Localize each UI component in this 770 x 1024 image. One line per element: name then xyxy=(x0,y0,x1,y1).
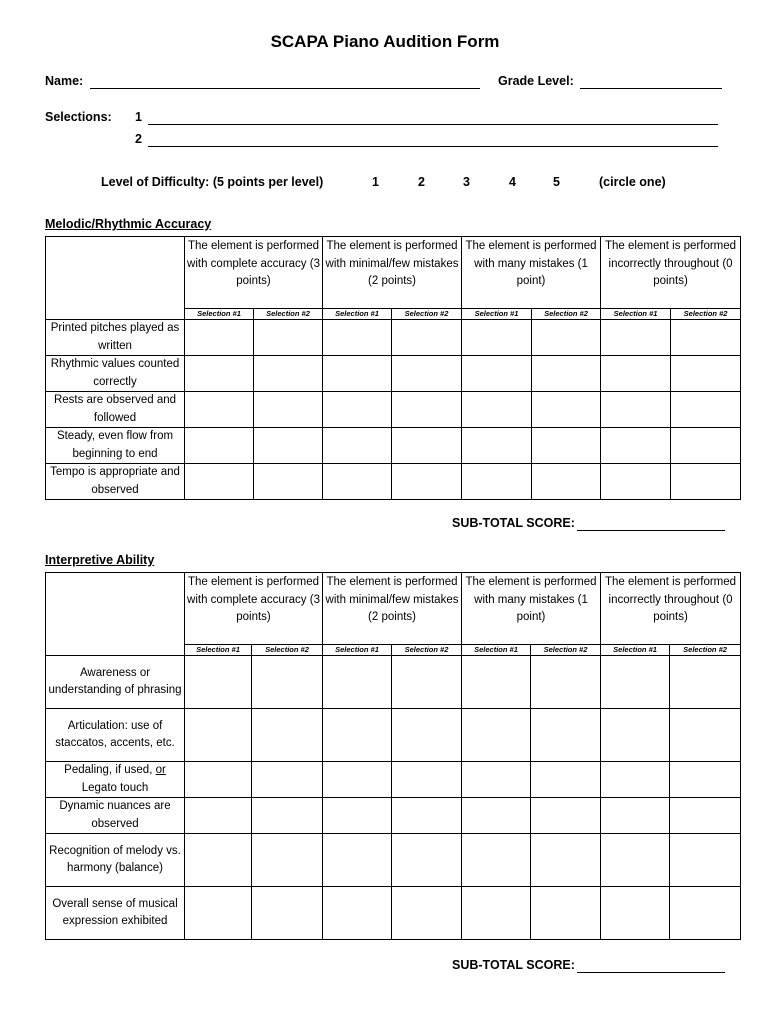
score-cell[interactable] xyxy=(532,428,601,464)
score-cell[interactable] xyxy=(601,887,670,940)
score-cell[interactable] xyxy=(185,392,254,428)
subtotal-field-2[interactable] xyxy=(577,960,725,973)
table-row xyxy=(46,798,741,834)
grade-level-field[interactable] xyxy=(580,76,722,89)
selection-1-number: 1 xyxy=(135,110,142,124)
score-cell[interactable] xyxy=(185,709,252,762)
score-cell[interactable] xyxy=(254,356,323,392)
score-cell[interactable] xyxy=(531,834,601,887)
section-title-melodic-rhythmic: Melodic/Rhythmic Accuracy xyxy=(45,217,212,231)
difficulty-option-3[interactable]: 3 xyxy=(463,175,470,189)
level-header-3-points: The element is performed with complete accuracy (3 points) xyxy=(185,237,323,309)
score-cell[interactable] xyxy=(531,887,601,940)
score-cell[interactable] xyxy=(323,464,392,500)
score-cell[interactable] xyxy=(252,656,323,709)
score-cell[interactable] xyxy=(532,392,601,428)
score-cell[interactable] xyxy=(323,392,392,428)
criterion-label: Overall sense of musical expression exhibited xyxy=(46,887,185,940)
criteria-header-blank xyxy=(46,237,185,320)
score-cell[interactable] xyxy=(392,656,462,709)
score-cell[interactable] xyxy=(601,464,671,500)
score-cell[interactable] xyxy=(670,887,741,940)
score-cell[interactable] xyxy=(252,834,323,887)
score-cell[interactable] xyxy=(323,356,392,392)
criterion-label: Tempo is appropriate and observed xyxy=(46,464,185,500)
selection-2-column-label: Selection #2 xyxy=(532,309,601,320)
score-cell[interactable] xyxy=(601,392,671,428)
criteria-header-blank xyxy=(46,573,185,656)
criterion-label: Rhythmic values counted correctly xyxy=(46,356,185,392)
criterion-label: Awareness or understanding of phrasing xyxy=(46,656,185,709)
selection-1-field[interactable] xyxy=(148,112,718,125)
score-cell[interactable] xyxy=(392,392,462,428)
score-cell[interactable] xyxy=(670,762,741,798)
section-title-interpretive-ability: Interpretive Ability xyxy=(45,553,155,567)
name-label: Name: xyxy=(45,74,84,88)
score-cell[interactable] xyxy=(185,320,254,356)
criterion-label: Recognition of melody vs. harmony (balance) xyxy=(46,834,185,887)
score-cell[interactable] xyxy=(532,356,601,392)
score-cell[interactable] xyxy=(185,887,252,940)
score-cell[interactable] xyxy=(392,709,462,762)
score-cell[interactable] xyxy=(462,887,531,940)
difficulty-label: Level of Difficulty: (5 points per level) xyxy=(101,175,324,189)
table-row xyxy=(46,709,741,762)
score-cell[interactable] xyxy=(392,320,462,356)
criterion-label: Printed pitches played as written xyxy=(46,320,185,356)
score-cell[interactable] xyxy=(462,464,532,500)
score-cell[interactable] xyxy=(670,709,741,762)
table-row xyxy=(46,356,741,392)
score-cell[interactable] xyxy=(323,887,392,940)
score-cell[interactable] xyxy=(462,709,531,762)
circle-one-note: (circle one) xyxy=(599,175,666,189)
selection-2-column-label: Selection #2 xyxy=(531,645,601,656)
score-cell[interactable] xyxy=(392,887,462,940)
score-cell[interactable] xyxy=(392,798,462,834)
selection-2-column-label: Selection #2 xyxy=(254,309,323,320)
score-cell[interactable] xyxy=(254,428,323,464)
score-cell[interactable] xyxy=(462,656,531,709)
score-cell[interactable] xyxy=(671,320,741,356)
table-row xyxy=(46,320,741,356)
score-cell[interactable] xyxy=(532,320,601,356)
score-cell[interactable] xyxy=(252,709,323,762)
form-title: SCAPA Piano Audition Form xyxy=(270,32,500,51)
score-cell[interactable] xyxy=(254,392,323,428)
score-cell[interactable] xyxy=(462,798,531,834)
score-cell[interactable] xyxy=(462,392,532,428)
score-cell[interactable] xyxy=(601,320,671,356)
score-cell[interactable] xyxy=(323,798,392,834)
selection-2-number: 2 xyxy=(135,132,142,146)
selection-1-column-label: Selection #1 xyxy=(185,309,254,320)
score-cell[interactable] xyxy=(392,834,462,887)
difficulty-option-2[interactable]: 2 xyxy=(418,175,425,189)
selection-2-column-label: Selection #2 xyxy=(670,645,741,656)
score-cell[interactable] xyxy=(185,464,254,500)
score-cell[interactable] xyxy=(671,464,741,500)
difficulty-option-4[interactable]: 4 xyxy=(509,175,516,189)
melodic-rhythmic-table xyxy=(45,236,741,500)
selection-1-column-label: Selection #1 xyxy=(462,309,532,320)
score-cell[interactable] xyxy=(601,356,671,392)
level-header-0-points: The element is performed incorrectly throughout (0 points) xyxy=(601,237,741,309)
score-cell[interactable] xyxy=(462,762,531,798)
selection-1-column-label: Selection #1 xyxy=(323,309,392,320)
score-cell[interactable] xyxy=(323,320,392,356)
score-cell[interactable] xyxy=(670,798,741,834)
level-header-2-points: The element is performed with minimal/few mistakes (2 points) xyxy=(323,237,462,309)
score-cell[interactable] xyxy=(252,762,323,798)
score-cell[interactable] xyxy=(462,428,532,464)
level-header-1-points: The element is performed with many mistakes (1 point) xyxy=(462,237,601,309)
level-header-3-points: The element is performed with complete accuracy (3 points) xyxy=(185,573,323,645)
score-cell[interactable] xyxy=(252,887,323,940)
score-cell[interactable] xyxy=(601,709,670,762)
score-cell[interactable] xyxy=(531,656,601,709)
selection-1-column-label: Selection #1 xyxy=(323,645,392,656)
score-cell[interactable] xyxy=(252,798,323,834)
level-header-2-points: The element is performed with minimal/few mistakes (2 points) xyxy=(323,573,462,645)
grade-level-label: Grade Level: xyxy=(498,74,574,88)
score-cell[interactable] xyxy=(185,356,254,392)
criterion-label: Rests are observed and followed xyxy=(46,392,185,428)
score-cell[interactable] xyxy=(670,656,741,709)
table-row xyxy=(46,887,741,940)
score-cell[interactable] xyxy=(601,834,670,887)
table-row xyxy=(46,428,741,464)
score-cell[interactable] xyxy=(185,428,254,464)
selection-2-field[interactable] xyxy=(148,134,718,147)
score-cell[interactable] xyxy=(254,320,323,356)
score-cell[interactable] xyxy=(185,834,252,887)
selection-1-column-label: Selection #1 xyxy=(185,645,252,656)
score-cell[interactable] xyxy=(601,798,670,834)
criterion-label: Pedaling, if used, or Legato touch xyxy=(46,762,185,798)
name-field[interactable] xyxy=(90,76,480,89)
table-row xyxy=(46,392,741,428)
subtotal-label-1: SUB-TOTAL SCORE: xyxy=(452,516,575,530)
score-cell[interactable] xyxy=(531,709,601,762)
criterion-label: Dynamic nuances are observed xyxy=(46,798,185,834)
selection-2-column-label: Selection #2 xyxy=(671,309,741,320)
score-cell[interactable] xyxy=(601,762,670,798)
selection-2-column-label: Selection #2 xyxy=(392,309,462,320)
table-row xyxy=(46,762,741,798)
score-cell[interactable] xyxy=(323,834,392,887)
score-cell[interactable] xyxy=(392,356,462,392)
selections-label: Selections: xyxy=(45,110,112,124)
selection-2-column-label: Selection #2 xyxy=(392,645,462,656)
score-cell[interactable] xyxy=(392,464,462,500)
score-cell[interactable] xyxy=(323,656,392,709)
table-row xyxy=(46,464,741,500)
score-cell[interactable] xyxy=(670,834,741,887)
score-cell[interactable] xyxy=(531,798,601,834)
subtotal-label-2: SUB-TOTAL SCORE: xyxy=(452,958,575,972)
difficulty-option-5[interactable]: 5 xyxy=(553,175,560,189)
score-cell[interactable] xyxy=(392,762,462,798)
subtotal-field-1[interactable] xyxy=(577,518,725,531)
score-cell[interactable] xyxy=(462,320,532,356)
score-cell[interactable] xyxy=(671,428,741,464)
selection-1-column-label: Selection #1 xyxy=(601,645,670,656)
score-cell[interactable] xyxy=(185,798,252,834)
criterion-label: Steady, even flow from beginning to end xyxy=(46,428,185,464)
selection-1-column-label: Selection #1 xyxy=(462,645,531,656)
level-header-0-points: The element is performed incorrectly throughout (0 points) xyxy=(601,573,741,645)
interpretive-ability-table xyxy=(45,572,741,940)
score-cell[interactable] xyxy=(671,356,741,392)
selection-1-column-label: Selection #1 xyxy=(601,309,671,320)
score-cell[interactable] xyxy=(532,464,601,500)
score-cell[interactable] xyxy=(392,428,462,464)
table-row xyxy=(46,656,741,709)
selection-2-column-label: Selection #2 xyxy=(252,645,323,656)
score-cell[interactable] xyxy=(462,834,531,887)
score-cell[interactable] xyxy=(185,656,252,709)
score-cell[interactable] xyxy=(323,428,392,464)
score-cell[interactable] xyxy=(531,762,601,798)
score-cell[interactable] xyxy=(254,464,323,500)
score-cell[interactable] xyxy=(601,656,670,709)
score-cell[interactable] xyxy=(323,709,392,762)
score-cell[interactable] xyxy=(671,392,741,428)
level-header-1-points: The element is performed with many mistakes (1 point) xyxy=(462,573,601,645)
score-cell[interactable] xyxy=(185,762,252,798)
difficulty-option-1[interactable]: 1 xyxy=(372,175,379,189)
score-cell[interactable] xyxy=(323,762,392,798)
criterion-label: Articulation: use of staccatos, accents, etc. xyxy=(46,709,185,762)
score-cell[interactable] xyxy=(462,356,532,392)
table-row xyxy=(46,834,741,887)
score-cell[interactable] xyxy=(601,428,671,464)
